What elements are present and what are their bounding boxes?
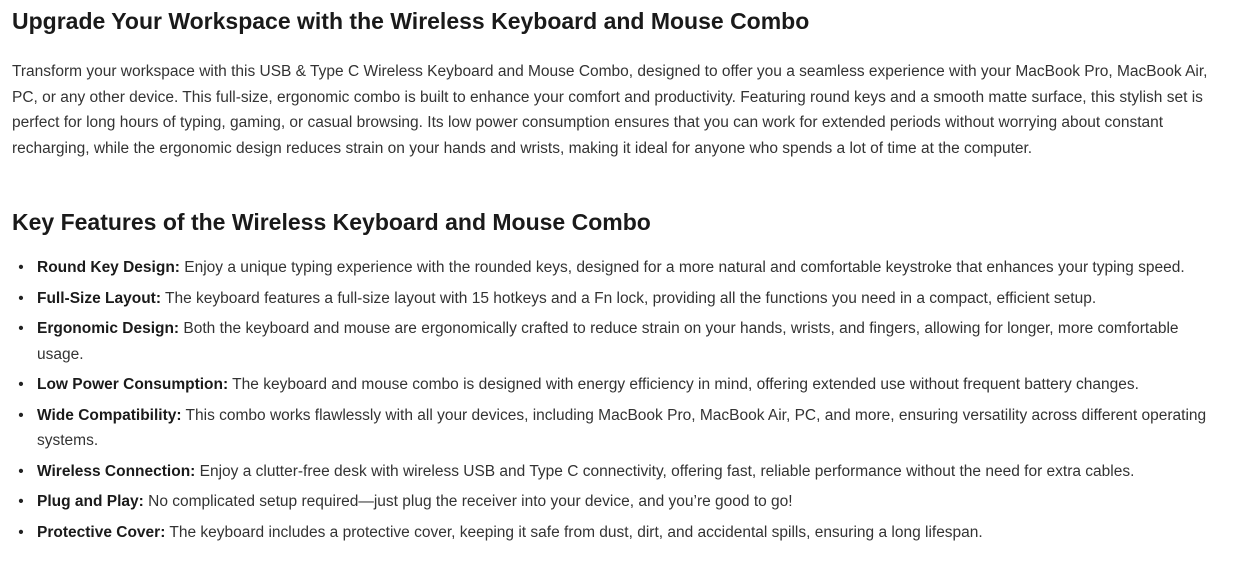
feature-text: The keyboard features a full-size layout with 15 hotkeys and a Fn lock, providing all the functions you need in a compact, efficient setup. (161, 289, 1097, 307)
feature-label: Round Key Design: (37, 259, 180, 276)
feature-label: Protective Cover: (37, 523, 166, 541)
feature-text: The keyboard includes a protective cover, keeping it safe from dust, dirt, and accidental spills, ensuring a long lifespan. (165, 523, 983, 541)
list-item (18, 459, 1228, 485)
list-item (18, 255, 1228, 281)
bullet-icon: • (18, 259, 24, 276)
bullet-icon: • (18, 523, 24, 541)
list-item (18, 316, 1228, 367)
intro-paragraph: Transform your workspace with this USB & Type C Wireless Keyboard and Mouse Combo, designed to offer you a seamless experience with your MacBook Pro, MacBook Air, PC, or any other device. This full-size, ergonomic combo is built to enhance your comfort and productivity. Featuring round keys and a smooth matte surface, this stylish set is perfect for long hours of typing, gaming, or casual browsing. Its low power consumption ensures that you can work for extended periods without worrying about constant recharging, while the ergonomic design reduces strain on your hands and wrists, making it ideal for anyone who spends a lot of time at the computer. (12, 63, 1208, 157)
list-item (18, 520, 1228, 546)
bullet-icon: • (18, 493, 24, 510)
feature-label: Full-Size Layout: (37, 289, 161, 307)
bullet-icon: • (18, 406, 24, 424)
feature-text: This combo works flawlessly with all your devices, including MacBook Pro, MacBook Air, PC, and more, ensuring versatility across different operating systems. (37, 406, 1207, 449)
bullet-icon: • (18, 320, 24, 337)
feature-text: Enjoy a clutter-free desk with wireless USB and Type C connectivity, offering fast, reliable performance without the need for extra cables. (195, 462, 1135, 480)
feature-label: Low Power Consumption: (37, 376, 229, 393)
feature-label: Wide Compatibility: (37, 406, 182, 424)
article-title: Upgrade Your Workspace with the Wireless Keyboard and Mouse Combo (12, 8, 810, 34)
features-list (12, 255, 1228, 545)
list-item (18, 372, 1228, 398)
list-item (18, 489, 1228, 515)
feature-text: No complicated setup required—just plug the receiver into your device, and you’re good to go! (143, 493, 793, 510)
bullet-icon: • (18, 462, 24, 480)
list-item (18, 403, 1228, 454)
features-heading: Key Features of the Wireless Keyboard and Mouse Combo (12, 209, 651, 235)
feature-label: Wireless Connection: (37, 462, 196, 480)
list-item (18, 286, 1228, 312)
feature-text: The keyboard and mouse combo is designed with energy efficiency in mind, offering extended use without frequent battery changes. (228, 376, 1139, 393)
feature-text: Both the keyboard and mouse are ergonomically crafted to reduce strain on your hands, wrists, and fingers, allowing for longer, more comfortable usage. (37, 320, 1179, 363)
feature-label: Plug and Play: (37, 493, 144, 510)
feature-label: Ergonomic Design: (37, 320, 180, 337)
feature-text: Enjoy a unique typing experience with the rounded keys, designed for a more natural and comfortable keystroke that enhances your typing speed. (179, 259, 1185, 276)
bullet-icon: • (18, 376, 24, 393)
bullet-icon: • (18, 289, 24, 307)
